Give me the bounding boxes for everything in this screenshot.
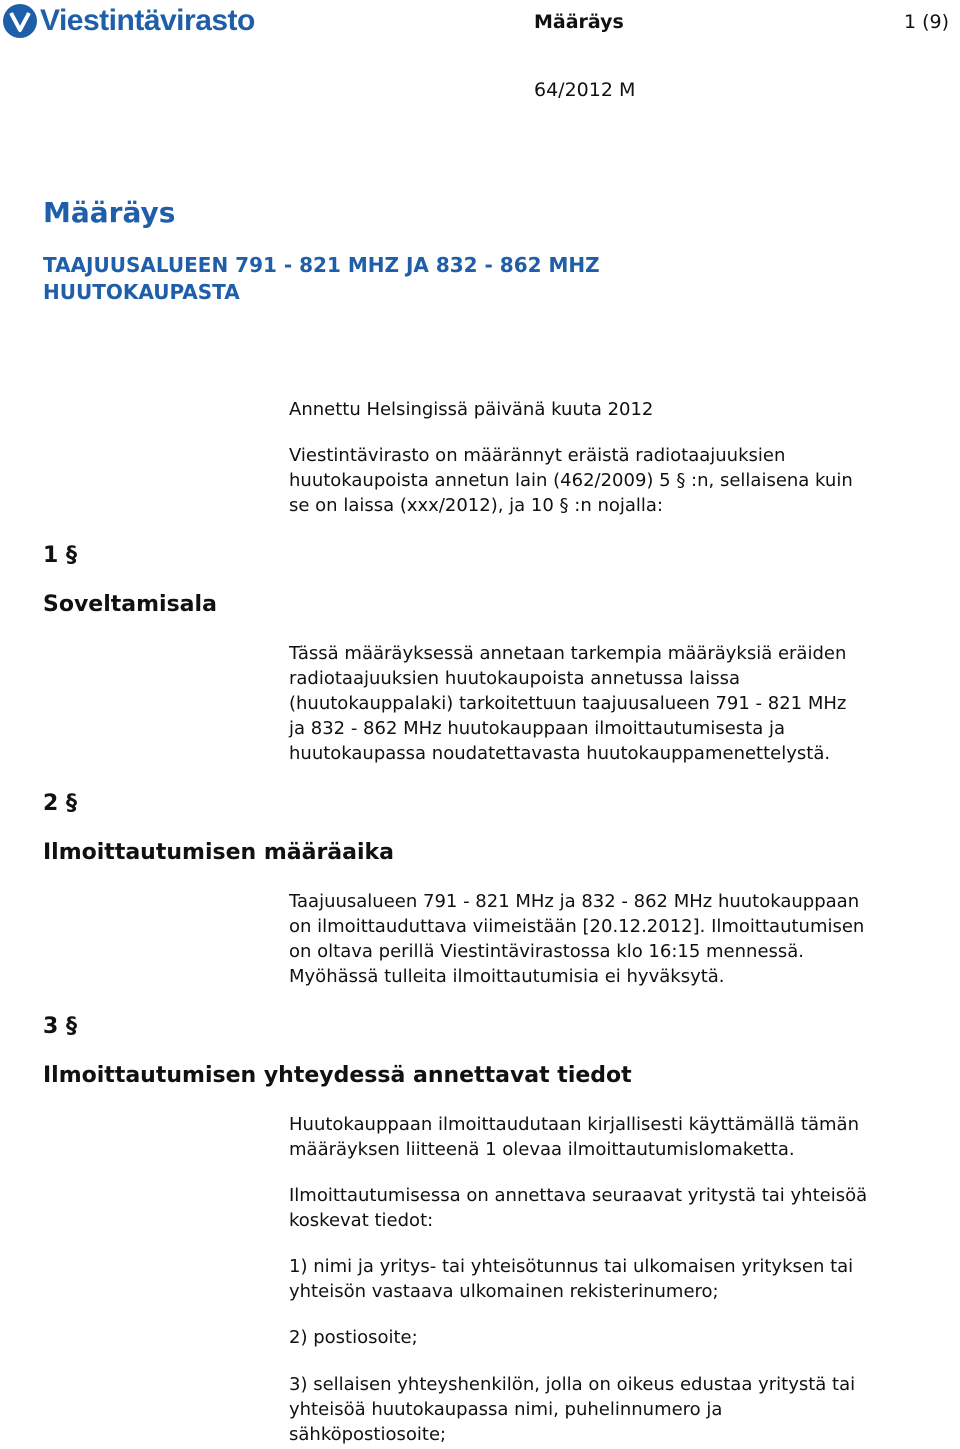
text-line: huutokaupassa noudatettavasta huutokauppamenettelystä. xyxy=(289,743,831,764)
page-title: Määräys xyxy=(43,196,176,229)
text-line: Taajuusalueen 791 - 821 MHz ja 832 - 862 MHz huutokauppaan xyxy=(289,891,860,912)
logo-text: Viestintävirasto xyxy=(40,4,255,37)
section-3-title: Ilmoittautumisen yhteydessä annettavat tiedot xyxy=(43,1063,632,1088)
text-line: ja 832 - 862 MHz huutokauppaan ilmoittautumisesta ja xyxy=(289,718,786,739)
text-line: 3) sellaisen yhteyshenkilön, jolla on oikeus edustaa yritystä tai xyxy=(289,1374,856,1395)
text-line: yhteisön vastaava ulkomainen rekisterinumero; xyxy=(289,1281,719,1302)
subtitle-line: HUUTOKAUPASTA xyxy=(43,280,240,304)
text-line: 2) postiosoite; xyxy=(289,1327,418,1348)
text-line: Myöhässä tulleita ilmoittautumisia ei hyväksytä. xyxy=(289,966,725,987)
agency-logo xyxy=(2,2,277,40)
section-3-number: 3 § xyxy=(43,1014,77,1039)
text-line: yhteisöä huutokaupassa nimi, puhelinnumero ja xyxy=(289,1399,723,1420)
text-line: huutokaupoista annetun lain (462/2009) 5 § :n, sellaisena kuin xyxy=(289,470,853,491)
section-3-paragraph-1 xyxy=(289,1112,959,1162)
given-line: Annettu Helsingissä päivänä kuuta 2012 xyxy=(289,399,654,420)
text-line: koskevat tiedot: xyxy=(289,1210,434,1231)
text-line: radiotaajuuksien huutokaupoista annetussa laissa xyxy=(289,668,740,689)
page-subtitle xyxy=(43,252,743,306)
list-item-2 xyxy=(289,1325,959,1350)
section-2-title: Ilmoittautumisen määräaika xyxy=(43,840,395,865)
text-line: (huutokauppalaki) tarkoitettuun taajuusalueen 791 - 821 MHz xyxy=(289,693,847,714)
section-1-title: Soveltamisala xyxy=(43,592,217,617)
text-line: 1) nimi ja yritys- tai yhteisötunnus tai ulkomaisen yrityksen tai xyxy=(289,1256,854,1277)
text-line: Huutokauppaan ilmoittaudutaan kirjallisesti käyttämällä tämän xyxy=(289,1114,859,1135)
text-line: Tässä määräyksessä annetaan tarkempia määräyksiä eräiden xyxy=(289,643,847,664)
text-line: on oltava perillä Viestintävirastossa klo 16:15 mennessä. xyxy=(289,941,805,962)
document-number: 64/2012 M xyxy=(534,79,636,101)
list-item-1 xyxy=(289,1254,959,1304)
subtitle-line: TAAJUUSALUEEN 791 - 821 MHZ JA 832 - 862 MHZ xyxy=(43,253,600,277)
text-line: se on laissa (xxx/2012), ja 10 § :n nojalla: xyxy=(289,495,664,516)
header-doc-type: Määräys xyxy=(534,11,624,33)
preamble xyxy=(289,443,959,518)
logo-mark-icon xyxy=(2,3,38,39)
text-line: sähköpostiosoite; xyxy=(289,1424,447,1445)
section-3-paragraph-2 xyxy=(289,1183,959,1233)
text-line: määräyksen liitteenä 1 olevaa ilmoittautumislomaketta. xyxy=(289,1139,795,1160)
header-page-number: 1 (9) xyxy=(904,11,950,33)
section-1-body xyxy=(289,641,959,766)
section-2-number: 2 § xyxy=(43,791,77,816)
text-line: Viestintävirasto on määrännyt eräistä radiotaajuuksien xyxy=(289,445,786,466)
list-item-3 xyxy=(289,1372,959,1447)
section-1-number: 1 § xyxy=(43,543,77,568)
section-2-body xyxy=(289,889,959,989)
text-line: on ilmoittauduttava viimeistään [20.12.2012]. Ilmoittautumisen xyxy=(289,916,865,937)
text-line: Ilmoittautumisessa on annettava seuraavat yritystä tai yhteisöä xyxy=(289,1185,868,1206)
